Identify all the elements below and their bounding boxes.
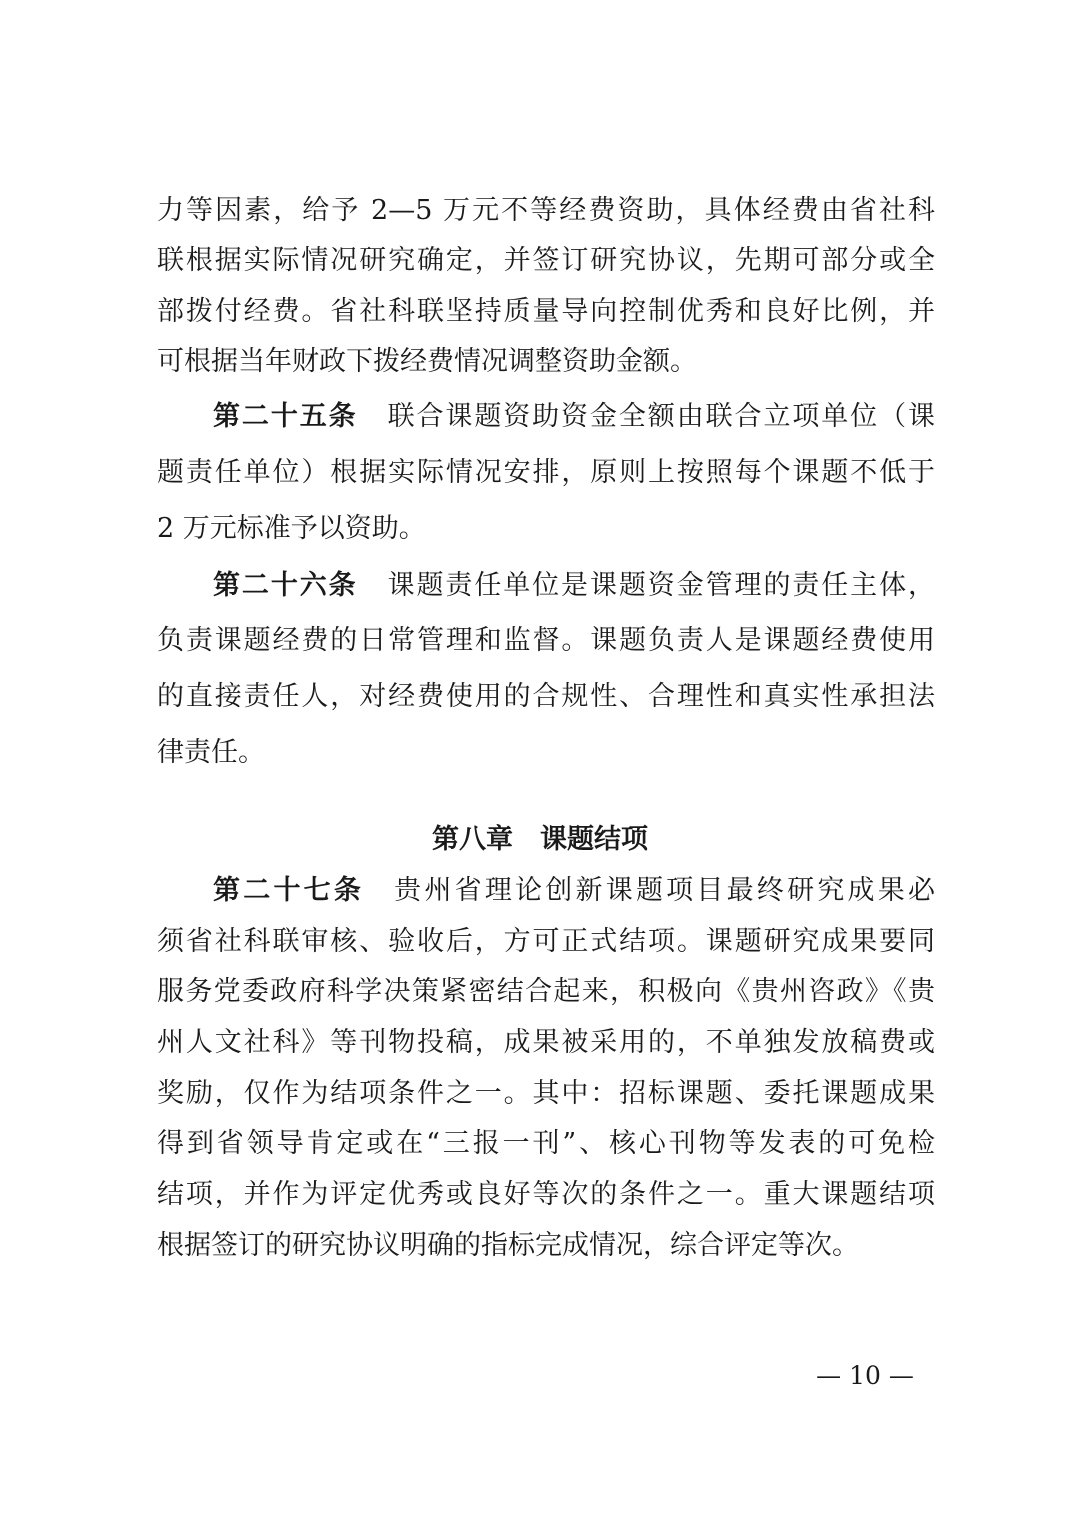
article-25-label: 第二十五条 xyxy=(213,401,358,432)
body-line: 贵州省理论创新课题项目最终研究成果必 xyxy=(394,875,936,906)
page-number: — 10 — xyxy=(816,1361,914,1390)
body-line: 根据签订的研究协议明确的指标完成情况，综合评定等次。 xyxy=(157,1230,859,1261)
body-line: 负责课题经费的日常管理和监督。课题负责人是课题经费使用 xyxy=(157,625,935,656)
body-line: 课题责任单位是课题资金管理的责任主体， xyxy=(387,570,936,601)
body-line: 力等因素，给予 2—5 万元不等经费资助，具体经费由省社科 xyxy=(157,195,935,226)
body-line: 联根据实际情况研究确定，并签订研究协议，先期可部分或全 xyxy=(157,245,935,276)
body-line: 题责任单位）根据实际情况安排，原则上按照每个课题不低于 xyxy=(157,457,935,488)
article-25-first-line xyxy=(213,397,935,437)
article-27-first-line xyxy=(213,871,935,911)
body-line: 结项，并作为评定优秀或良好等次的条件之一。重大课题结项 xyxy=(157,1179,935,1210)
body-line: 律责任。 xyxy=(157,737,265,768)
body-line: 须省社科联审核、验收后，方可正式结项。课题研究成果要同 xyxy=(157,926,935,957)
article-26-label: 第二十六条 xyxy=(213,570,358,601)
chapter-heading: 第八章 课题结项 xyxy=(432,824,648,855)
body-line: 得到省领导肯定或在“三报一刊”、核心刊物等发表的可免检 xyxy=(157,1128,935,1159)
body-line: 部拨付经费。省社科联坚持质量导向控制优秀和良好比例，并 xyxy=(157,296,935,327)
body-line: 可根据当年财政下拨经费情况调整资助金额。 xyxy=(157,346,697,377)
body-line: 的直接责任人，对经费使用的合规性、合理性和真实性承担法 xyxy=(157,681,935,712)
article-27-label: 第二十七条 xyxy=(213,875,365,906)
body-line: 服务党委政府科学决策紧密结合起来，积极向《贵州咨政》《贵 xyxy=(157,976,935,1007)
body-line: 联合课题资助资金全额由联合立项单位（课 xyxy=(387,401,936,432)
body-line: 奖励，仅作为结项条件之一。其中：招标课题、委托课题成果 xyxy=(157,1078,935,1109)
body-line: 2 万元标准予以资助。 xyxy=(157,513,426,544)
body-line: 州人文社科》等刊物投稿，成果被采用的，不单独发放稿费或 xyxy=(157,1027,935,1058)
article-26-first-line xyxy=(213,566,935,606)
